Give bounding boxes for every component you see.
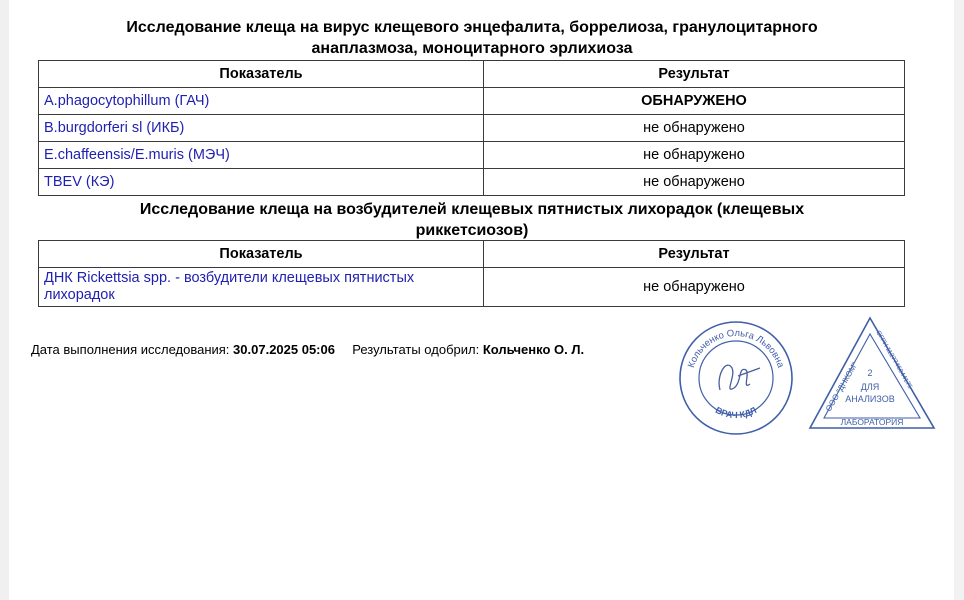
table-row: [39, 115, 905, 142]
table-header-row: [39, 61, 905, 88]
page-edge-right: [954, 0, 964, 600]
indicator-line1: ДНК Rickettsia spp. - возбудители клещевых пятнистых: [44, 270, 415, 286]
section2-title-line2: риккетсиозов): [415, 222, 529, 239]
section2-title-line1: Исследование клеща на возбудителей клещевых пятнистых лихорадок (клещевых: [139, 201, 805, 218]
section2-results-table: [38, 240, 905, 307]
stamp-role-arc: ВРАЧ КДЛ: [713, 404, 759, 421]
result-cell: не обнаружено: [484, 268, 905, 307]
date-label: Дата выполнения исследования:: [31, 342, 230, 357]
footer-line: [31, 342, 584, 357]
indicator-cell: E.chaffeensis/E.muris (МЭЧ): [39, 142, 484, 169]
table-row: [39, 169, 905, 196]
indicator-cell: B.burgdorferi sl (ИКБ): [39, 115, 484, 142]
result-cell: не обнаружено: [484, 115, 905, 142]
section1-title-line1: Исследование клеща на вирус клещевого энцефалита, боррелиоза, гранулоцитарного: [126, 19, 818, 36]
stamp-name-arc: Кольченко Ольга Львовна: [685, 327, 787, 370]
stamp-inner-ring: [699, 341, 773, 415]
stamp-org-text: ООО "ДНКОМ": [823, 360, 860, 413]
result-cell: ОБНАРУЖЕНО: [484, 88, 905, 115]
stamp-line1: ДЛЯ: [860, 382, 880, 392]
result-cell: не обнаружено: [484, 169, 905, 196]
indicator-header: Показатель: [39, 241, 484, 268]
approved-value: Кольченко О. Л.: [482, 342, 585, 357]
stamp-ogrn-text: ОГРН 1127746044175: [874, 329, 914, 391]
stamp-bottom-text: ЛАБОРАТОРИЯ: [840, 417, 904, 427]
section1-title-line2: анаплазмоза, моноцитарного эрлихиоза: [311, 40, 633, 57]
indicator-line2: лихорадок: [44, 287, 115, 303]
result-header: Результат: [484, 241, 905, 268]
signature-scribble: [719, 365, 760, 390]
table-row: [39, 268, 905, 307]
approved-label: Результаты одобрил:: [352, 342, 480, 357]
section2-title: [40, 199, 904, 241]
indicator-cell: TBEV (КЭ): [39, 169, 484, 196]
stamp-number: 2: [867, 368, 873, 378]
indicator-header: Показатель: [39, 61, 484, 88]
indicator-cell: A.phagocytophillum (ГАЧ): [39, 88, 484, 115]
doctor-stamp: [676, 318, 796, 438]
table-row: [39, 142, 905, 169]
table-header-row: [39, 241, 905, 268]
section1-title: [40, 17, 904, 59]
result-header: Результат: [484, 61, 905, 88]
result-cell: не обнаружено: [484, 142, 905, 169]
page-edge-left: [0, 0, 9, 600]
section1-results-table: [38, 60, 905, 196]
lab-stamp: [806, 314, 938, 432]
date-value: 30.07.2025 05:06: [233, 342, 335, 357]
stamp-line2: АНАЛИЗОВ: [845, 394, 895, 404]
indicator-cell: [39, 268, 484, 307]
table-row: [39, 88, 905, 115]
